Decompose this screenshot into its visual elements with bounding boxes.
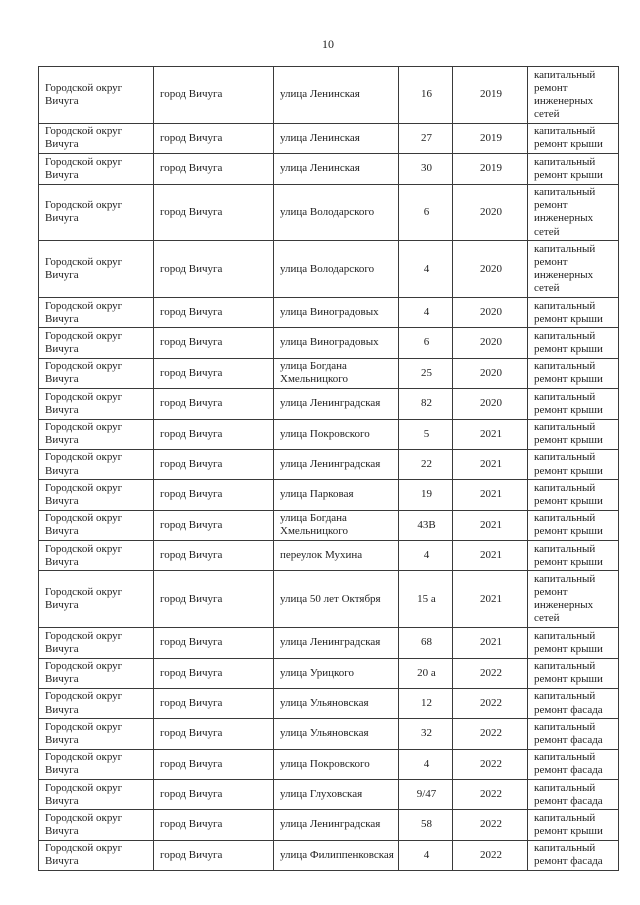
cell-house-number: 5 xyxy=(399,419,453,449)
cell-work-type: капитальный ремонт крыши xyxy=(528,419,619,449)
cell-year: 2022 xyxy=(453,688,528,718)
cell-municipality: Городской округ Вичуга xyxy=(39,541,154,571)
table-row xyxy=(39,67,619,124)
cell-street: улица Богдана Хмельницкого xyxy=(274,358,399,388)
cell-year: 2020 xyxy=(453,184,528,241)
table-row xyxy=(39,749,619,779)
table-row xyxy=(39,358,619,388)
cell-house-number: 43В xyxy=(399,510,453,540)
table-row xyxy=(39,449,619,479)
cell-year: 2020 xyxy=(453,328,528,358)
cell-municipality: Городской округ Вичуга xyxy=(39,571,154,628)
cell-city: город Вичуга xyxy=(154,123,274,153)
cell-year: 2020 xyxy=(453,389,528,419)
cell-city: город Вичуга xyxy=(154,810,274,840)
cell-house-number: 4 xyxy=(399,749,453,779)
cell-municipality: Городской округ Вичуга xyxy=(39,810,154,840)
cell-year: 2020 xyxy=(453,241,528,298)
cell-city: город Вичуга xyxy=(154,449,274,479)
cell-house-number: 15 а xyxy=(399,571,453,628)
table-body xyxy=(39,67,619,871)
cell-year: 2022 xyxy=(453,810,528,840)
cell-work-type: капитальный ремонт крыши xyxy=(528,389,619,419)
cell-city: город Вичуга xyxy=(154,628,274,658)
table-row xyxy=(39,389,619,419)
cell-house-number: 27 xyxy=(399,123,453,153)
cell-work-type: капитальный ремонт фасада xyxy=(528,749,619,779)
cell-year: 2021 xyxy=(453,480,528,510)
cell-house-number: 4 xyxy=(399,241,453,298)
cell-work-type: капитальный ремонт инженерных сетей xyxy=(528,184,619,241)
cell-work-type: капитальный ремонт крыши xyxy=(528,154,619,184)
cell-street: улица Виноградовых xyxy=(274,298,399,328)
table-row xyxy=(39,419,619,449)
cell-street: улица Покровского xyxy=(274,749,399,779)
cell-city: город Вичуга xyxy=(154,358,274,388)
cell-street: улица Покровского xyxy=(274,419,399,449)
cell-street: улица Ленинская xyxy=(274,154,399,184)
cell-city: город Вичуга xyxy=(154,419,274,449)
cell-city: город Вичуга xyxy=(154,389,274,419)
cell-street: улица Володарского xyxy=(274,241,399,298)
cell-street: улица Володарского xyxy=(274,184,399,241)
cell-work-type: капитальный ремонт крыши xyxy=(528,628,619,658)
cell-street: улица Ленинградская xyxy=(274,449,399,479)
table-row xyxy=(39,628,619,658)
cell-city: город Вичуга xyxy=(154,298,274,328)
cell-house-number: 22 xyxy=(399,449,453,479)
table-row xyxy=(39,241,619,298)
cell-work-type: капитальный ремонт крыши xyxy=(528,328,619,358)
cell-city: город Вичуга xyxy=(154,541,274,571)
cell-work-type: капитальный ремонт инженерных сетей xyxy=(528,571,619,628)
page-number: 10 xyxy=(322,37,334,51)
table-row xyxy=(39,719,619,749)
cell-work-type: капитальный ремонт инженерных сетей xyxy=(528,241,619,298)
cell-municipality: Городской округ Вичуга xyxy=(39,480,154,510)
cell-street: улица Ленинградская xyxy=(274,628,399,658)
cell-city: город Вичуга xyxy=(154,480,274,510)
cell-house-number: 6 xyxy=(399,184,453,241)
table-row xyxy=(39,184,619,241)
cell-city: город Вичуга xyxy=(154,67,274,124)
cell-city: город Вичуга xyxy=(154,688,274,718)
cell-year: 2019 xyxy=(453,154,528,184)
table-row xyxy=(39,510,619,540)
table-row xyxy=(39,298,619,328)
cell-street: улица Ульяновская xyxy=(274,719,399,749)
cell-year: 2022 xyxy=(453,719,528,749)
cell-street: улица Ульяновская xyxy=(274,688,399,718)
cell-year: 2020 xyxy=(453,298,528,328)
cell-house-number: 58 xyxy=(399,810,453,840)
cell-municipality: Городской округ Вичуга xyxy=(39,184,154,241)
cell-street: улица Филиппенковская xyxy=(274,840,399,870)
cell-work-type: капитальный ремонт инженерных сетей xyxy=(528,67,619,124)
table-row xyxy=(39,658,619,688)
cell-municipality: Городской округ Вичуга xyxy=(39,840,154,870)
cell-year: 2021 xyxy=(453,628,528,658)
cell-year: 2021 xyxy=(453,510,528,540)
table-row xyxy=(39,480,619,510)
cell-city: город Вичуга xyxy=(154,241,274,298)
cell-work-type: капитальный ремонт крыши xyxy=(528,658,619,688)
cell-city: город Вичуга xyxy=(154,510,274,540)
capital-repairs-table xyxy=(38,66,619,871)
cell-house-number: 82 xyxy=(399,389,453,419)
cell-house-number: 25 xyxy=(399,358,453,388)
cell-street: улица Урицкого xyxy=(274,658,399,688)
cell-house-number: 32 xyxy=(399,719,453,749)
table-row xyxy=(39,154,619,184)
cell-year: 2021 xyxy=(453,571,528,628)
cell-year: 2022 xyxy=(453,780,528,810)
cell-house-number: 30 xyxy=(399,154,453,184)
cell-municipality: Городской округ Вичуга xyxy=(39,241,154,298)
cell-year: 2022 xyxy=(453,658,528,688)
cell-year: 2021 xyxy=(453,449,528,479)
cell-work-type: капитальный ремонт крыши xyxy=(528,449,619,479)
cell-municipality: Городской округ Вичуга xyxy=(39,328,154,358)
table-row xyxy=(39,780,619,810)
cell-street: улица Парковая xyxy=(274,480,399,510)
cell-city: город Вичуга xyxy=(154,154,274,184)
table-row xyxy=(39,840,619,870)
cell-municipality: Городской округ Вичуга xyxy=(39,658,154,688)
cell-municipality: Городской округ Вичуга xyxy=(39,449,154,479)
cell-municipality: Городской округ Вичуга xyxy=(39,419,154,449)
cell-city: город Вичуга xyxy=(154,719,274,749)
cell-municipality: Городской округ Вичуга xyxy=(39,719,154,749)
cell-municipality: Городской округ Вичуга xyxy=(39,358,154,388)
cell-city: город Вичуга xyxy=(154,749,274,779)
cell-house-number: 20 а xyxy=(399,658,453,688)
cell-municipality: Городской округ Вичуга xyxy=(39,154,154,184)
cell-house-number: 68 xyxy=(399,628,453,658)
cell-city: город Вичуга xyxy=(154,184,274,241)
cell-house-number: 19 xyxy=(399,480,453,510)
cell-municipality: Городской округ Вичуга xyxy=(39,510,154,540)
cell-street: улица Ленинская xyxy=(274,67,399,124)
cell-street: улица Ленинградская xyxy=(274,810,399,840)
cell-street: переулок Мухина xyxy=(274,541,399,571)
cell-municipality: Городской округ Вичуга xyxy=(39,298,154,328)
cell-house-number: 4 xyxy=(399,840,453,870)
cell-year: 2020 xyxy=(453,358,528,388)
cell-year: 2021 xyxy=(453,541,528,571)
cell-year: 2022 xyxy=(453,840,528,870)
cell-city: город Вичуга xyxy=(154,571,274,628)
cell-house-number: 4 xyxy=(399,298,453,328)
cell-work-type: капитальный ремонт крыши xyxy=(528,358,619,388)
cell-work-type: капитальный ремонт крыши xyxy=(528,123,619,153)
table-row xyxy=(39,123,619,153)
cell-municipality: Городской округ Вичуга xyxy=(39,123,154,153)
cell-street: улица Богдана Хмельницкого xyxy=(274,510,399,540)
cell-street: улица 50 лет Октября xyxy=(274,571,399,628)
table-row xyxy=(39,328,619,358)
cell-house-number: 9/47 xyxy=(399,780,453,810)
cell-city: город Вичуга xyxy=(154,780,274,810)
cell-street: улица Виноградовых xyxy=(274,328,399,358)
cell-work-type: капитальный ремонт крыши xyxy=(528,298,619,328)
cell-work-type: капитальный ремонт крыши xyxy=(528,810,619,840)
cell-municipality: Городской округ Вичуга xyxy=(39,688,154,718)
table-row xyxy=(39,571,619,628)
cell-work-type: капитальный ремонт крыши xyxy=(528,541,619,571)
cell-city: город Вичуга xyxy=(154,328,274,358)
cell-year: 2021 xyxy=(453,419,528,449)
cell-year: 2019 xyxy=(453,67,528,124)
cell-municipality: Городской округ Вичуга xyxy=(39,749,154,779)
table-row xyxy=(39,810,619,840)
table-row xyxy=(39,688,619,718)
cell-work-type: капитальный ремонт фасада xyxy=(528,719,619,749)
cell-house-number: 16 xyxy=(399,67,453,124)
cell-house-number: 6 xyxy=(399,328,453,358)
cell-house-number: 4 xyxy=(399,541,453,571)
cell-municipality: Городской округ Вичуга xyxy=(39,628,154,658)
cell-house-number: 12 xyxy=(399,688,453,718)
cell-work-type: капитальный ремонт фасада xyxy=(528,688,619,718)
cell-municipality: Городской округ Вичуга xyxy=(39,389,154,419)
cell-municipality: Городской округ Вичуга xyxy=(39,780,154,810)
cell-municipality: Городской округ Вичуга xyxy=(39,67,154,124)
cell-work-type: капитальный ремонт крыши xyxy=(528,480,619,510)
cell-work-type: капитальный ремонт фасада xyxy=(528,840,619,870)
cell-street: улица Ленинградская xyxy=(274,389,399,419)
cell-work-type: капитальный ремонт фасада xyxy=(528,780,619,810)
cell-city: город Вичуга xyxy=(154,840,274,870)
cell-city: город Вичуга xyxy=(154,658,274,688)
table-row xyxy=(39,541,619,571)
cell-year: 2022 xyxy=(453,749,528,779)
cell-street: улица Ленинская xyxy=(274,123,399,153)
cell-year: 2019 xyxy=(453,123,528,153)
cell-work-type: капитальный ремонт крыши xyxy=(528,510,619,540)
cell-street: улица Глуховская xyxy=(274,780,399,810)
